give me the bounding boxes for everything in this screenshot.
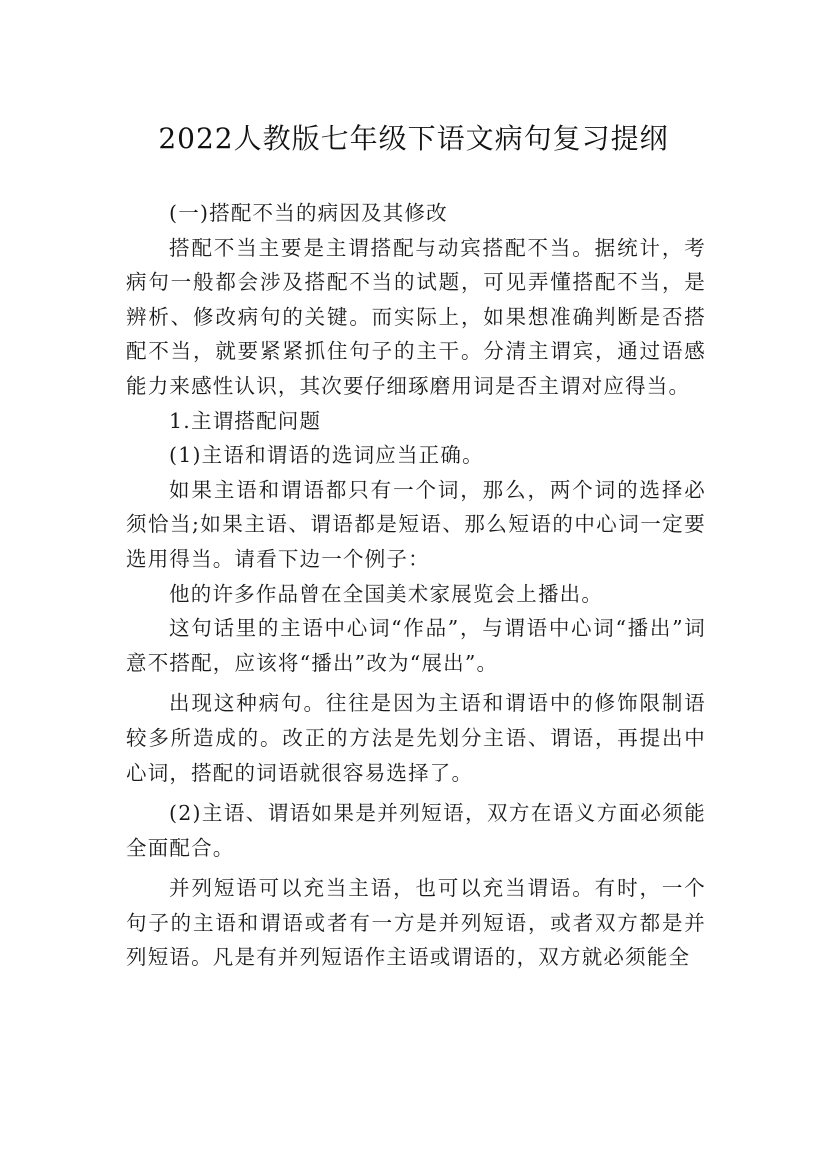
subsection-heading: 1.主谓搭配问题 <box>169 408 322 433</box>
paragraph: 搭配不当主要是主谓搭配与动宾搭配不当。据统计，考病句一般都会涉及搭配不当的试题，可见弄懂搭配不当，是辨析、修改病句的关键。而实际上，如果想准确判断是否搭配不当，就要紧紧抓住句子的主干。分清主谓宾，通过语感能力来感性认识，其次要仔细琢磨用词是否主谓对应得当。 <box>126 235 706 398</box>
paragraph: 并列短语可以充当主语，也可以充当谓语。有时，一个句子的主语和谓语或者有一方是并列短语，或者双方都是并列短语。凡是有并列短语作主语或谓语的，双方就必须能全 <box>126 876 706 970</box>
list-item-heading: (1)主语和谓语的选词应当正确。 <box>169 443 484 468</box>
paragraph: 如果主语和谓语都只有一个词，那么，两个词的选择必须恰当;如果主语、谓语都是短语、那么短语的中心词一定要选用得当。请看下边一个例子： <box>126 477 706 571</box>
example-sentence: 他的许多作品曾在全国美术家展览会上播出。 <box>169 581 604 606</box>
list-item-heading: (2)主语、谓语如果是并列短语，双方在语义方面必须能全面配合。 <box>126 801 706 860</box>
section-heading: (一)搭配不当的病因及其修改 <box>169 201 448 225</box>
document-body <box>126 196 706 975</box>
paragraph: 这句话里的主语中心词“作品”，与谓语中心词“播出”词意不搭配，应该将“播出”改为“展出”。 <box>126 616 706 675</box>
document-title: 2022人教版七年级下语文病句复习提纲 <box>158 121 669 155</box>
paragraph: 出现这种病句。往往是因为主语和谓语中的修饰限制语较多所造成的。改正的方法是先划分主语、谓语，再提出中心词，搭配的词语就很容易选择了。 <box>126 691 706 785</box>
